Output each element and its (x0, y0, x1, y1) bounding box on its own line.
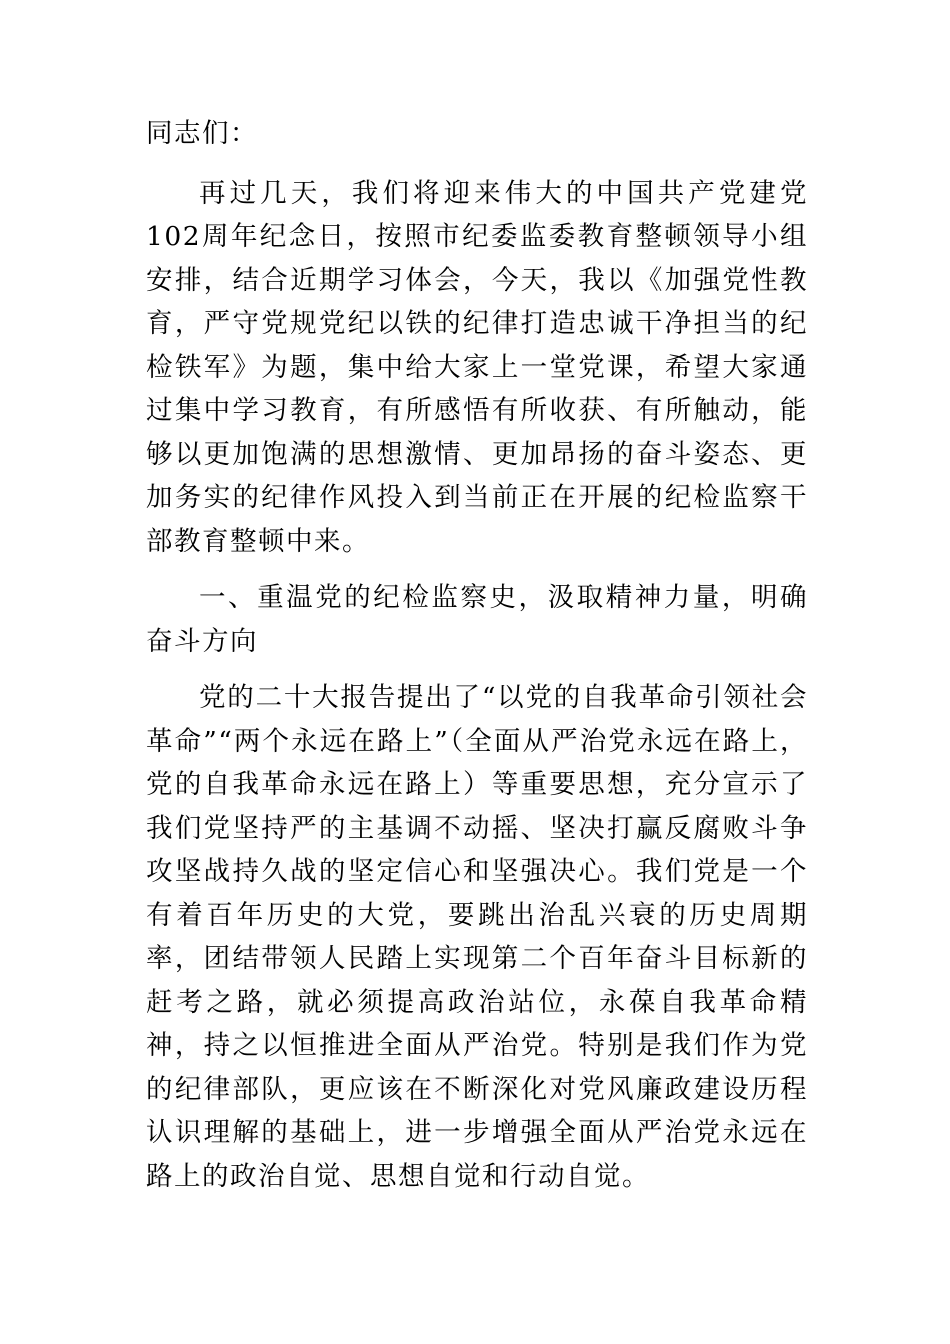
document-body (146, 112, 808, 1198)
salutation: 同志们： (146, 118, 258, 149)
section-1-paragraph: 党的二十大报告提出了“以党的自我革命引领社会革命”“两个永远在路上”（全面从严治党永远在路上，党的自我革命永远在路上）等重要思想，充分宣示了我们党坚持严的主基调不动摇、坚决打赢反腐败斗争攻坚战持久战的坚定信心和坚强决心。我们党是一个有着百年历史的大党，要跳出治乱兴衰的历史周期率，团结带领人民踏上实现第二个百年奋斗目标新的赶考之路，就必须提高政治站位，永葆自我革命精神，持之以恒推进全面从严治党。特别是我们作为党的纪律部队，更应该在不断深化对党风廉政建设历程认识理解的基础上，进一步增强全面从严治党永远在路上的政治自觉、思想自觉和行动自觉。 (146, 682, 808, 1192)
section-heading-1: 一、重温党的纪检监察史，汲取精神力量，明确奋斗方向 (146, 582, 808, 657)
intro-paragraph: 再过几天，我们将迎来伟大的中国共产党建党102周年纪念日，按照市纪委监委教育整顿领导小组安排，结合近期学习体会，今天，我以《加强党性教育，严守党规党纪以铁的纪律打造忠诚干净担当的纪检铁军》为题，集中给大家上一堂党课，希望大家通过集中学习教育，有所感悟有所收获、有所触动，能够以更加饱满的思想激情、更加昂扬的奋斗姿态、更加务实的纪律作风投入到当前正在开展的纪检监察干部教育整顿中来。 (146, 177, 808, 557)
